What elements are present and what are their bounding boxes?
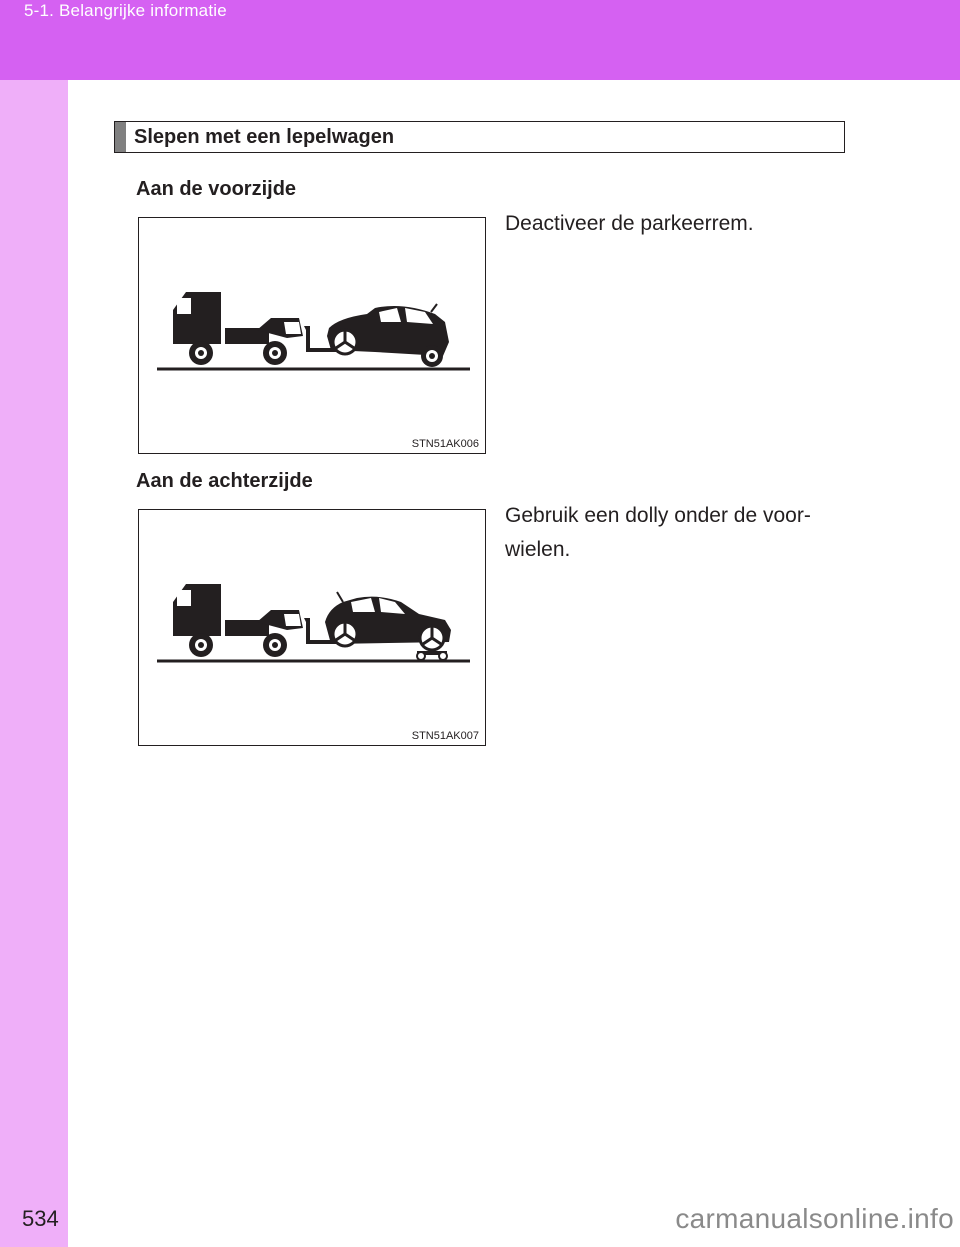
section-title: Slepen met een lepelwagen	[134, 126, 395, 148]
front-figure-code: STN51AK006	[411, 438, 479, 450]
rear-figure-code: STN51AK007	[411, 730, 479, 742]
rear-instruction	[505, 499, 845, 567]
page-number: 534	[22, 1206, 59, 1231]
rear-tow-illustration	[139, 510, 487, 747]
rear-tow-figure	[138, 509, 486, 746]
rear-instruction-line-1: Gebruik een dolly onder de voor-	[505, 504, 811, 527]
rear-instruction-line-2: wielen.	[505, 538, 571, 561]
rear-heading: Aan de achterzijde	[136, 470, 313, 492]
front-tow-illustration	[139, 218, 487, 455]
front-instruction	[505, 207, 845, 241]
front-tow-figure	[138, 217, 486, 454]
section-header-bar	[115, 122, 126, 152]
watermark: carmanualsonline.info	[675, 1203, 954, 1234]
breadcrumb: 5-1. Belangrijke informatie	[24, 1, 227, 20]
section-header	[114, 121, 845, 153]
side-strip	[0, 80, 68, 1247]
front-heading: Aan de voorzijde	[136, 178, 297, 200]
front-instruction-text: Deactiveer de parkeerrem.	[505, 212, 754, 235]
